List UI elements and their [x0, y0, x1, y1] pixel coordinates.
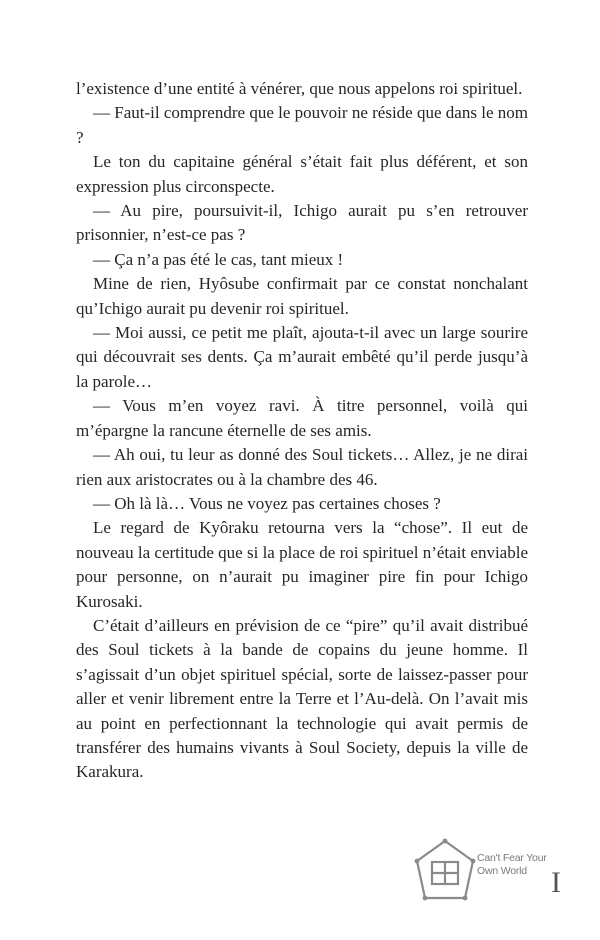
body-text: [76, 77, 528, 785]
paragraph-10: — Oh là là… Vous ne voyez pas certaines choses ?: [93, 493, 441, 513]
pentagon-window-icon: [413, 838, 477, 904]
series-title: [477, 852, 577, 878]
paragraph-5: — Ça n’a pas été le cas, tant mieux !: [93, 249, 344, 269]
series-logo: [413, 838, 573, 908]
volume-numeral: I: [551, 866, 561, 899]
paragraph-8: — Vous m’en voyez ravi. À titre personnel, voilà qui m’épargne la rancune éternelle de ses amis.: [76, 396, 528, 440]
paragraph-7: — Moi aussi, ce petit me plaît, ajouta-t-il avec un large sourire qui découvrait ses dents. Ça m’aurait embêté qu’il perde jusqu’à la parole…: [76, 323, 528, 391]
paragraph-4: — Au pire, poursuivit-il, Ichigo aurait pu s’en retrouver prisonnier, n’est-ce pas ?: [76, 201, 528, 245]
series-title-line-1: Can't Fear Your: [477, 852, 547, 864]
paragraph-6: Mine de rien, Hyôsube confirmait par ce constat nonchalant qu’Ichigo aurait pu devenir roi spirituel.: [76, 274, 528, 318]
paragraph-1: l’existence d’une entité à vénérer, que nous appelons roi spirituel.: [76, 79, 523, 98]
paragraph-12: C’était d’ailleurs en prévision de ce “pire” qu’il avait distribué des Soul tickets à la bande de copains du jeune homme. Il s’agissait d’un objet spirituel spécial, sorte de laissez-passer pour aller et venir librement entre la Terre et l’Au-delà. On l’avait mis au point en perfectionnant la technologie qui avait permis de transférer des humains vivants à Soul Society, depuis la ville de Karakura.: [76, 615, 528, 782]
paragraph-11: Le regard de Kyôraku retourna vers la “chose”. Il eut de nouveau la certitude que si la place de roi spirituel n’était enviable pour personne, on n’aurait pu imaginer pire fin pour Ichigo Kurosaki.: [76, 518, 528, 611]
paragraph-3: Le ton du capitaine général s’était fait plus déférent, et son expression plus circonspecte.: [76, 152, 528, 196]
paragraph-9: — Ah oui, tu leur as donné des Soul tickets… Allez, je ne dirai rien aux aristocrates ou à la chambre des 46.: [76, 445, 528, 489]
paragraph-2: — Faut-il comprendre que le pouvoir ne réside que dans le nom ?: [76, 103, 528, 147]
series-title-line-2: Own World: [477, 865, 527, 877]
